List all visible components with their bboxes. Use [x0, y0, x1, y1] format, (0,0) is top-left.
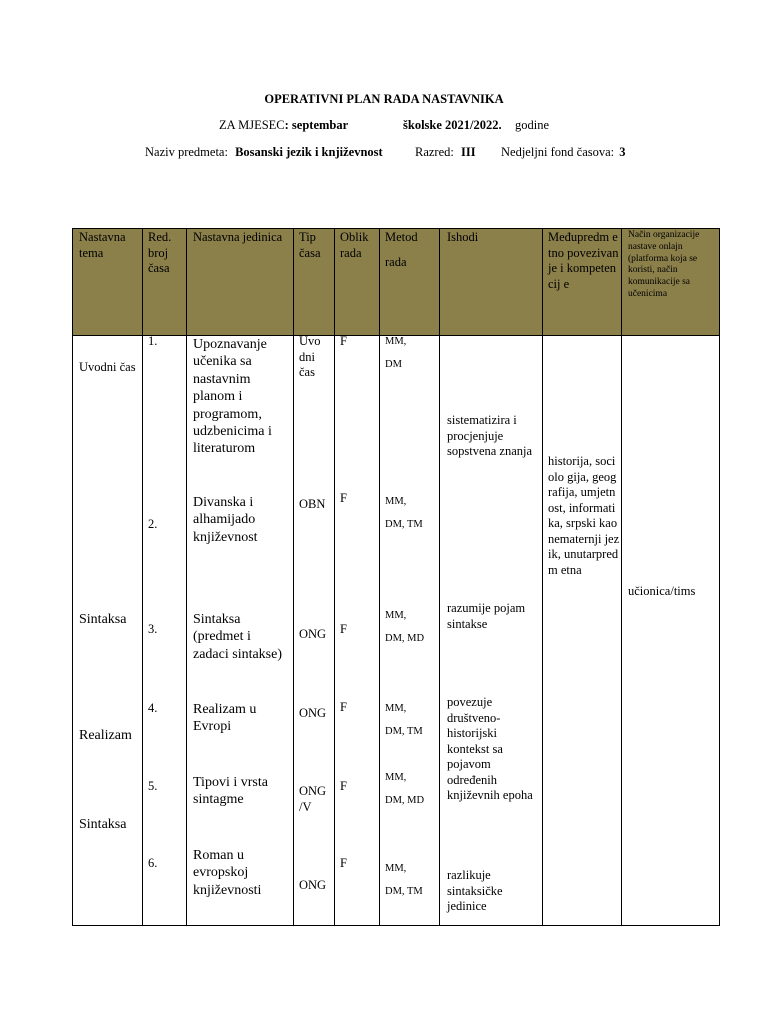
weekly-hours-value: 3 — [619, 145, 626, 159]
month-value: : septembar — [284, 118, 349, 132]
type-3: ONG — [299, 627, 327, 641]
header-nacin-organizacije: Način organizacije nastave onlajn (platforma koja se koristi, način komunikacije sa učenicima — [628, 230, 700, 299]
unit-3: Sintaksa (predmet i zadaci sintakse) — [193, 612, 283, 662]
unit-6: Roman u evropskoj književnosti — [193, 848, 262, 898]
godine-label: godine — [515, 118, 550, 132]
form-6: F — [340, 856, 347, 870]
header-nastavna-tema: Nastavna tema — [79, 230, 126, 260]
header-ishodi: Ishodi — [447, 230, 479, 244]
header-nastavna-jedinica: Nastavna jedinica — [193, 230, 283, 244]
header-red-broj: Red. broj časa — [148, 230, 172, 276]
school-year: školske 2021/2022. — [403, 118, 502, 132]
unit-4: Realizam u Evropi — [193, 702, 257, 735]
method-2: MM, DM, TM — [385, 496, 423, 530]
cross-curricular-links: historija, sociolo gija, geografija, umjetnost, informatika, srpski kao nematernji jezik, unutarpredm etna — [548, 454, 620, 577]
form-4: F — [340, 700, 347, 714]
row-number-4: 4. — [148, 701, 158, 715]
plan-table — [72, 228, 720, 926]
weekly-hours-label: Nedjeljni fond časova: — [501, 145, 615, 159]
outcome-4: razlikuje sintaksičke jedinice — [447, 868, 503, 913]
month-line — [219, 118, 348, 133]
unit-5: Tipovi i vrsta sintagme — [193, 775, 268, 808]
grade-label: Razred: — [415, 145, 454, 159]
row-number-1: 1. — [148, 334, 158, 348]
type-2: OBN — [299, 497, 326, 511]
theme-realizam: Realizam — [79, 728, 132, 743]
document-title: OPERATIVNI PLAN RADA NASTAVNIKA — [264, 92, 504, 106]
theme-sintaksa: Sintaksa — [79, 612, 127, 627]
form-1: F — [340, 334, 347, 348]
method-3: MM, DM, MD — [385, 610, 425, 644]
grade-line — [415, 145, 476, 160]
weekly-hours-line — [501, 145, 626, 160]
header-tip-casa: Tip časa — [299, 230, 321, 260]
month-label: ZA MJESEC — [219, 118, 285, 132]
row-number-3: 3. — [148, 622, 158, 636]
outcome-3: povezuje društveno-historijski kontekst sa pojavom određenih književnih epoha — [447, 695, 533, 802]
subject-value: Bosanski jezik i književnost — [235, 145, 383, 159]
form-5: F — [340, 779, 347, 793]
header-medjupredmetno: Međupredm etno povezivanje i kompetencij e — [548, 230, 619, 291]
type-6: ONG — [299, 878, 327, 892]
subject-line — [145, 145, 383, 160]
form-2: F — [340, 491, 347, 505]
method-5: MM, DM, MD — [385, 772, 425, 806]
unit-1: Upoznavanje učenika sa nastavnim planom i programom, udzbenicima i literaturom — [193, 337, 272, 457]
row-number-6: 6. — [148, 856, 158, 870]
method-4: MM, DM, TM — [385, 703, 423, 737]
type-5: ONG /V — [299, 784, 327, 814]
header-oblik-rada: Oblik rada — [340, 230, 369, 260]
type-4: ONG — [299, 706, 327, 720]
grade-value: III — [461, 145, 476, 159]
type-1: Uvo dni čas — [299, 334, 321, 379]
subject-label: Naziv predmeta: — [145, 145, 228, 159]
form-3: F — [340, 622, 347, 636]
outcome-2: razumije pojam sintakse — [447, 601, 526, 631]
method-1: MM, DM — [385, 336, 407, 370]
row-number-5: 5. — [148, 779, 158, 793]
header-metod-rada: Metod rada — [385, 230, 418, 269]
outcome-1: sistematizira i procjenjuje sopstvena znanja — [447, 413, 533, 458]
online-organization: učionica/tims — [628, 584, 696, 598]
theme-sintaksa-2: Sintaksa — [79, 817, 127, 832]
unit-2: Divanska i alhamijado književnost — [193, 495, 258, 545]
theme-uvodni-cas: Uvodni čas — [79, 360, 136, 374]
method-6: MM, DM, TM — [385, 863, 423, 897]
row-number-2: 2. — [148, 517, 158, 531]
